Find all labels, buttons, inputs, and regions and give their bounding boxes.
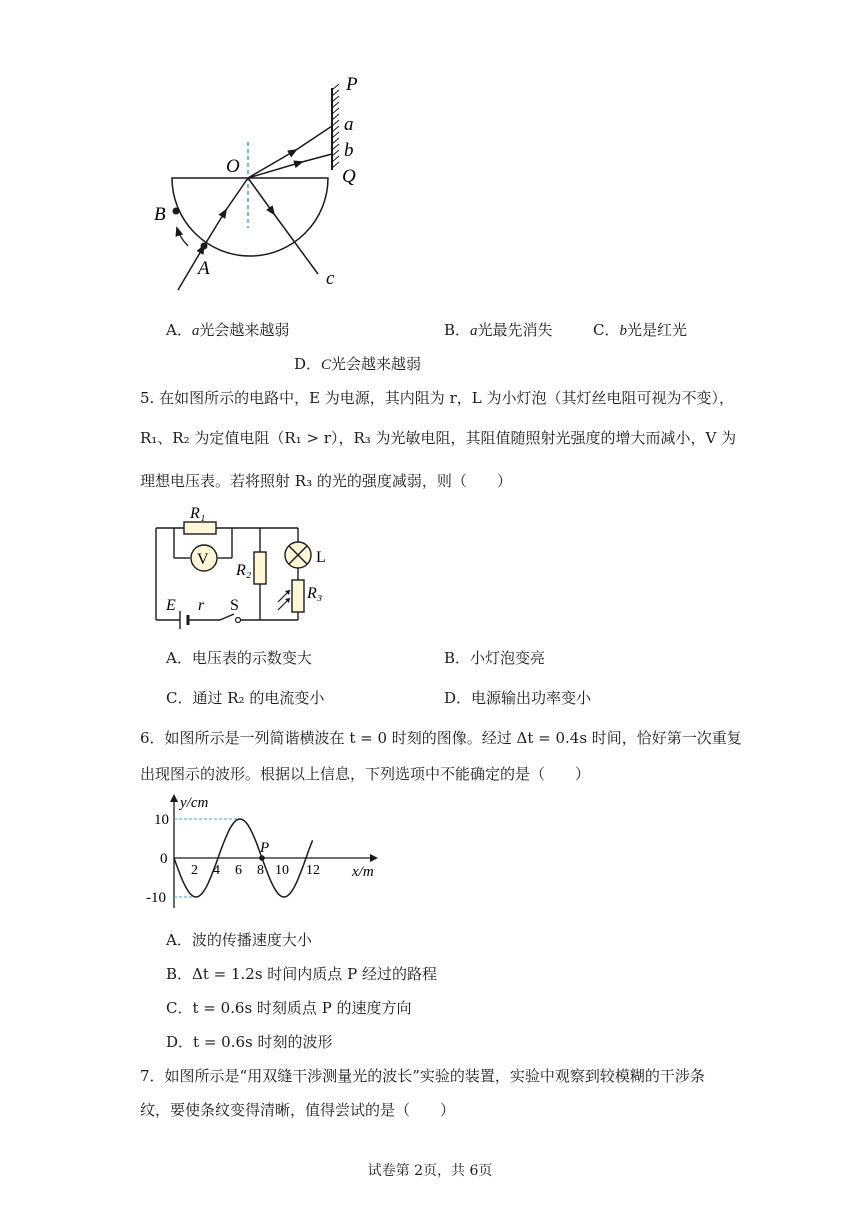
rotation-arrow	[177, 228, 188, 246]
resistor-r2	[254, 552, 266, 584]
wave-graph	[140, 790, 390, 915]
x-tick-2: 2	[191, 863, 198, 878]
incident-ray-to-o	[226, 178, 248, 210]
label-r1: R₁	[190, 505, 206, 522]
label-l: L	[316, 549, 326, 566]
x-axis-arrowhead	[370, 854, 378, 862]
ray-a	[296, 126, 332, 150]
q4-option-b-text: 光最先消失	[477, 321, 553, 339]
y-tick-10: 10	[154, 812, 169, 828]
q6-option-b[interactable]: B．Δt = 1.2s 时间内质点 P 经过的路程	[166, 965, 437, 983]
q4-option-c-var: b	[619, 323, 627, 339]
q4-option-b[interactable]	[444, 320, 553, 341]
page-footer: 试卷第 2页，共 6页	[367, 1163, 493, 1179]
q4-option-d-key: D．	[294, 355, 322, 373]
label-voltmeter: V	[197, 551, 209, 568]
q4-option-c-text: 光是红光	[626, 321, 687, 339]
q4-option-d-var: C	[321, 357, 332, 373]
q5-stem-line2: R₁、R₂ 为定值电阻（R₁ > r），R₃ 为光敏电阻，其阻值随照射光强度的增大而减小，V 为	[140, 429, 737, 447]
label-b-point: B	[154, 204, 166, 225]
q6-option-d[interactable]: D．t = 0.6s 时刻的波形	[166, 1033, 333, 1051]
q6-stem-line2: 出现图示的波形。根据以上信息，下列选项中不能确定的是（ ）	[140, 765, 591, 783]
x-tick-4: 4	[213, 863, 220, 878]
q5-stem-line1: 5. 在如图所示的电路中，E 为电源，其内阻为 r，L 为小灯泡（其灯丝电阻可视为不变），	[140, 389, 734, 407]
x-tick-6: 6	[235, 863, 242, 878]
y-tick-0: 0	[160, 851, 168, 867]
label-p-point: P	[260, 840, 270, 856]
label-p: P	[346, 74, 358, 95]
y-tick-minus-10: -10	[146, 890, 166, 906]
point-b-dot	[173, 208, 180, 215]
q6-stem-line1: 6．如图所示是一列简谐横波在 t = 0 时刻的图像。经过 Δt = 0.4s 时间，恰好第一次重复	[140, 729, 742, 747]
q4-option-b-var: a	[470, 323, 478, 339]
q5-option-b[interactable]: B．小灯泡变亮	[444, 649, 546, 667]
switch-lever	[220, 614, 234, 620]
q4-option-c-key: C．	[593, 321, 620, 339]
q4-option-c[interactable]	[593, 320, 687, 341]
q6-option-c[interactable]: C．t = 0.6s 时刻质点 P 的速度方向	[166, 999, 412, 1017]
x-axis-label: x/m	[352, 864, 374, 880]
q6-option-a[interactable]: A．波的传播速度大小	[166, 931, 312, 949]
q4-option-d[interactable]	[294, 354, 421, 375]
q4-option-a-var: a	[191, 323, 200, 339]
switch-contact	[236, 618, 241, 623]
optics-figure	[150, 70, 380, 300]
ray-c	[274, 214, 318, 274]
y-axis-arrowhead	[170, 794, 178, 802]
q4-option-b-key: B．	[444, 321, 471, 339]
point-a-dot	[201, 243, 208, 250]
label-q: Q	[342, 166, 356, 187]
q5-option-c[interactable]: C．通过 R₂ 的电流变小	[166, 689, 325, 707]
incident-ray-inside	[204, 210, 226, 246]
ray-c-arrow	[248, 178, 274, 214]
label-r-internal: r	[198, 597, 205, 614]
label-e: E	[166, 597, 176, 614]
q5-stem-line3: 理想电压表。若将照射 R₃ 的光的强度减弱，则（ ）	[140, 472, 512, 490]
label-r3: R₃	[307, 585, 323, 602]
label-r2: R₂	[236, 562, 252, 579]
q5-option-a[interactable]: A．电压表的示数变大	[166, 649, 312, 667]
label-a-point: A	[198, 258, 210, 279]
q4-option-a[interactable]	[166, 320, 289, 341]
resistor-r1	[184, 522, 216, 534]
label-a-ray: a	[344, 114, 354, 135]
circuit-diagram	[150, 500, 340, 635]
screen-hatching	[332, 84, 339, 168]
ray-b	[302, 154, 332, 162]
ray-b-arrow	[248, 162, 302, 178]
ray-a-arrow	[248, 150, 296, 178]
label-o: O	[226, 156, 240, 177]
label-s: S	[230, 597, 239, 614]
x-tick-10: 10	[275, 863, 289, 878]
q4-option-d-text: 光会越来越弱	[331, 355, 422, 373]
label-c: c	[326, 268, 335, 289]
x-tick-8: 8	[257, 863, 264, 878]
label-b-ray: b	[344, 140, 354, 161]
q4-option-a-text: 光会越来越弱	[199, 321, 290, 339]
point-p-dot	[259, 855, 265, 861]
q7-stem-line1: 7．如图所示是“用双缝干涉测量光的波长”实验的装置，实验中观察到较模糊的干涉条	[140, 1067, 705, 1085]
x-tick-12: 12	[306, 863, 320, 878]
photoresistor-r3	[292, 580, 304, 612]
q7-stem-line2: 纹，要使条纹变得清晰，值得尝试的是（ ）	[140, 1101, 456, 1119]
q5-option-d[interactable]: D．电源输出功率变小	[444, 689, 592, 707]
q4-option-a-key: A．	[166, 321, 192, 339]
semicircle-glass	[172, 178, 328, 256]
y-axis-label: y/cm	[180, 795, 209, 811]
